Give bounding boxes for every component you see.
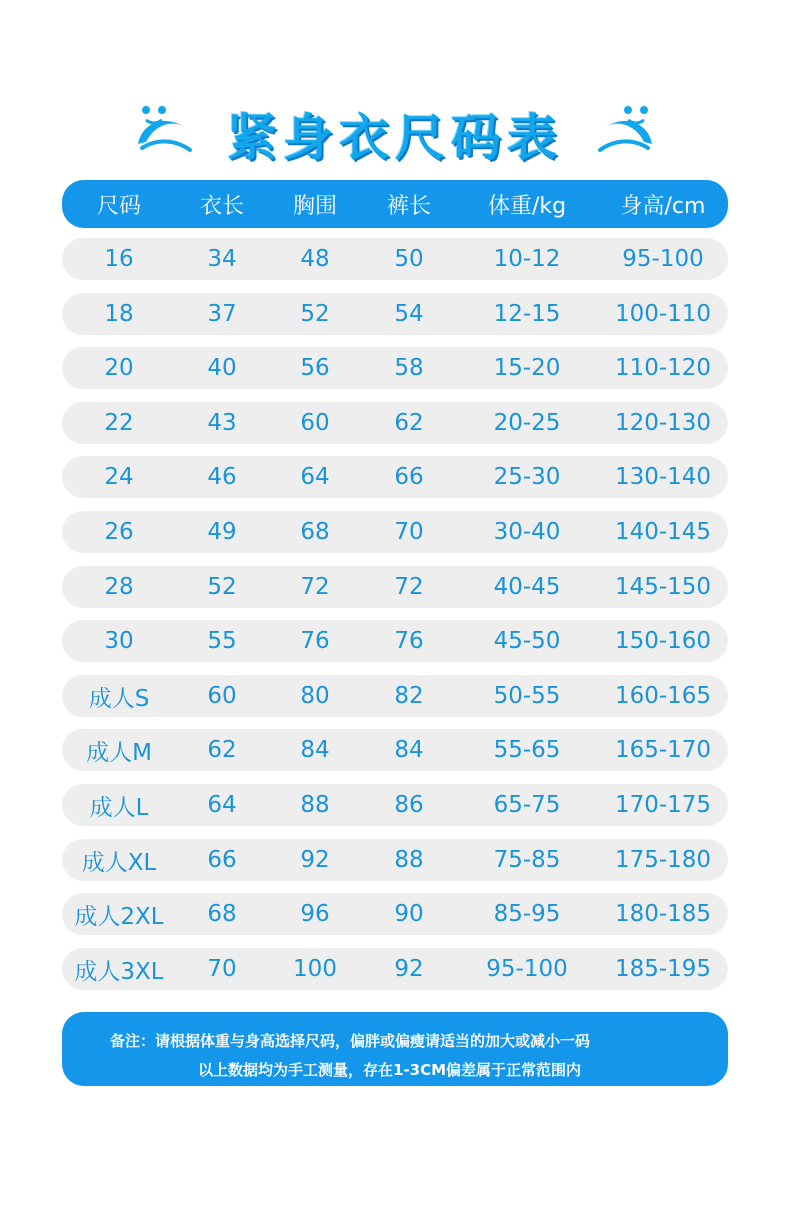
table-row [62,948,728,990]
table-cell: 66 [207,847,237,873]
table-cell: 84 [394,737,424,763]
table-cell: 120-130 [614,410,712,436]
table-cell: 16 [104,246,134,272]
table-cell: 37 [207,301,237,327]
table-cell: 100 [293,956,337,982]
table-cell: 165-170 [614,737,712,763]
table-cell: 成人2XL [74,903,164,930]
table-cell: 72 [394,574,424,600]
table-cell: 72 [300,574,330,600]
table-row [62,293,728,335]
table-cell: 60 [207,683,237,709]
table-cell: 43 [207,410,237,436]
table-cell: 68 [300,519,330,545]
table-cell: 175-180 [614,847,712,873]
table-row [62,839,728,881]
table-cell: 12-15 [493,301,561,327]
table-cell: 180-185 [614,901,712,927]
table-cell: 45-50 [493,628,561,654]
table-cell: 成人L [89,794,149,821]
table-cell: 64 [207,792,237,818]
table-row [62,347,728,389]
table-cell: 40 [207,355,237,381]
header-height: 身高/cm [620,193,706,219]
header-weight: 体重/kg [487,193,567,219]
table-cell: 62 [207,737,237,763]
table-cell: 92 [300,847,330,873]
table-row [62,456,728,498]
table-cell: 85-95 [493,901,561,927]
table-cell: 50-55 [493,683,561,709]
table-cell: 成人3XL [74,958,164,985]
table-cell: 170-175 [614,792,712,818]
table-row [62,784,728,826]
table-row [62,238,728,280]
table-header [62,180,728,228]
note-box [62,1012,728,1086]
table-cell: 成人S [88,685,150,712]
table-cell: 28 [104,574,134,600]
table-cell: 64 [300,464,330,490]
table-cell: 18 [104,301,134,327]
header-size: 尺码 [96,193,141,219]
header-length: 衣长 [199,193,244,219]
table-row [62,893,728,935]
table-cell: 52 [300,301,330,327]
table-cell: 150-160 [614,628,712,654]
table-cell: 95-100 [486,956,568,982]
table-cell: 成人XL [81,849,157,876]
table-row [62,729,728,771]
page-title: 紧身衣尺码表 [227,109,563,167]
table-cell: 100-110 [614,301,712,327]
table-cell: 96 [300,901,330,927]
header-pants-length: 裤长 [386,193,431,219]
table-cell: 86 [394,792,424,818]
table-cell: 10-12 [493,246,561,272]
note-line-1: 备注：请根据体重与身高选择尺码，偏胖或偏瘦请适当的加大或减小一码 [110,1032,591,1050]
table-cell: 75-85 [493,847,561,873]
table-cell: 145-150 [614,574,712,600]
table-cell: 20-25 [493,410,561,436]
table-cell: 66 [394,464,424,490]
table-cell: 90 [394,901,424,927]
table-cell: 60 [300,410,330,436]
table-cell: 成人M [86,739,152,766]
table-row [62,511,728,553]
table-cell: 140-145 [614,519,712,545]
table-cell: 58 [394,355,424,381]
table-cell: 48 [300,246,330,272]
table-cell: 80 [300,683,330,709]
table-cell: 55 [207,628,237,654]
table-row [62,620,728,662]
table-cell: 62 [394,410,424,436]
table-cell: 46 [207,464,237,490]
table-cell: 25-30 [493,464,561,490]
table-cell: 84 [300,737,330,763]
table-cell: 70 [207,956,237,982]
table-cell: 70 [394,519,424,545]
table-cell: 52 [207,574,237,600]
table-cell: 88 [300,792,330,818]
table-cell: 20 [104,355,134,381]
table-cell: 15-20 [493,355,561,381]
table-cell: 110-120 [614,355,712,381]
swirl-face-icon [596,98,658,160]
table-cell: 26 [104,519,134,545]
table-cell: 68 [207,901,237,927]
table-cell: 92 [394,956,424,982]
table-cell: 50 [394,246,424,272]
table-row [62,402,728,444]
table-cell: 185-195 [614,956,712,982]
table-cell: 160-165 [614,683,712,709]
table-cell: 76 [300,628,330,654]
header-chest: 胸围 [292,193,337,219]
table-cell: 82 [394,683,424,709]
table-cell: 30-40 [493,519,561,545]
table-cell: 56 [300,355,330,381]
title-area [0,92,790,172]
table-cell: 54 [394,301,424,327]
note-line-2: 以上数据均为手工测量，存在1-3CM偏差属于正常范围内 [198,1061,582,1079]
table-cell: 76 [394,628,424,654]
table-cell: 34 [207,246,237,272]
table-cell: 24 [104,464,134,490]
table-row [62,675,728,717]
table-cell: 88 [394,847,424,873]
table-cell: 55-65 [493,737,561,763]
table-cell: 130-140 [614,464,712,490]
table-cell: 95-100 [622,246,704,272]
table-cell: 22 [104,410,134,436]
table-cell: 65-75 [493,792,561,818]
table-row [62,566,728,608]
table-cell: 30 [104,628,134,654]
table-cell: 49 [207,519,237,545]
table-cell: 40-45 [493,574,561,600]
